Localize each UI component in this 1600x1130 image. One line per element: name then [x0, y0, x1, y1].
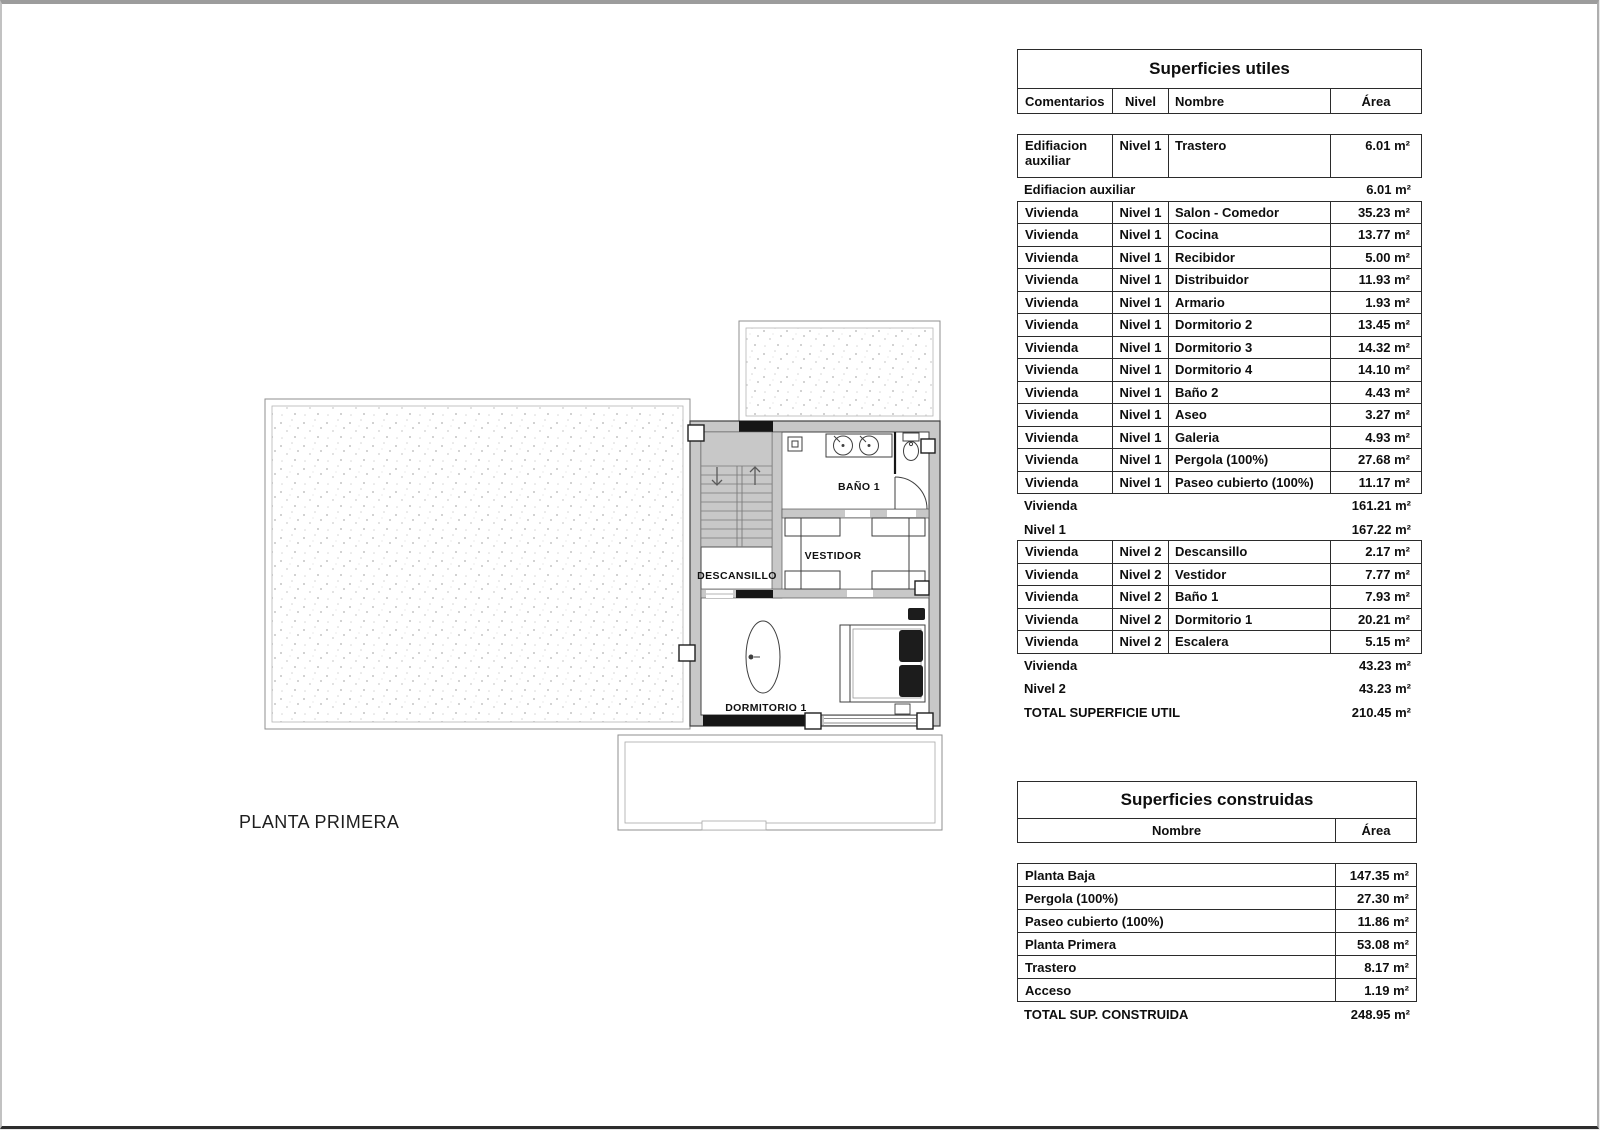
cell-nivel: Nivel 1	[1113, 337, 1169, 359]
table-header-row	[1017, 818, 1417, 843]
sink-icon	[826, 434, 892, 457]
cell-comentarios: Vivienda	[1018, 427, 1113, 449]
cell-nombre: Baño 1	[1169, 586, 1331, 608]
table-row	[1017, 223, 1422, 247]
stairs	[701, 432, 772, 547]
cell-nombre: Pergola (100%)	[1018, 887, 1336, 909]
table-body	[1017, 134, 1422, 724]
cell-comentarios: Vivienda	[1018, 631, 1113, 653]
table-row	[1017, 909, 1417, 933]
cell-area: 14.32 m²	[1357, 339, 1410, 355]
cell-group-label: Edifiacion auxiliar	[1024, 182, 1136, 198]
cell-comentarios: Vivienda	[1018, 404, 1113, 426]
column-header: Área	[1361, 93, 1391, 109]
cell-area: 6.01 m²	[1365, 138, 1410, 153]
cell-nivel: Nivel 1	[1113, 359, 1169, 381]
cell-area: 35.23 m²	[1357, 204, 1410, 220]
table-row	[1017, 701, 1422, 725]
cell-area: 43.23 m²	[1358, 681, 1411, 697]
cell-nombre: Descansillo	[1169, 541, 1331, 563]
cell-comentarios: Vivienda	[1018, 314, 1113, 336]
cell-nombre: Dormitorio 1	[1169, 609, 1331, 631]
cell-comentarios: Vivienda	[1018, 292, 1113, 314]
cell-comentarios: Vivienda	[1018, 564, 1113, 586]
table-row	[1017, 291, 1422, 315]
cell-area: 1.93 m²	[1365, 294, 1410, 310]
cell-nombre: Distribuidor	[1169, 269, 1331, 291]
cell-area: 4.43 m²	[1365, 384, 1410, 400]
table-row	[1017, 932, 1417, 956]
cell-nivel: Nivel 1	[1113, 135, 1169, 177]
cell-nombre: Aseo	[1169, 404, 1331, 426]
cell-area: 4.93 m²	[1365, 429, 1410, 445]
cell-comentarios: Vivienda	[1018, 472, 1113, 494]
porch-outline	[618, 735, 942, 830]
cell-comentarios: Vivienda	[1018, 586, 1113, 608]
cell-comentarios: Vivienda	[1018, 247, 1113, 269]
cell-nivel: Nivel 2	[1113, 586, 1169, 608]
cell-area: 3.27 m²	[1365, 407, 1410, 423]
cell-nombre: Trastero	[1018, 956, 1336, 978]
cell-area: 167.22 m²	[1351, 521, 1411, 537]
bathtub-icon	[746, 621, 780, 693]
shower-drain-icon	[788, 437, 802, 451]
toilet-icon	[903, 433, 919, 461]
cell-comentarios: Vivienda	[1018, 541, 1113, 563]
table-row	[1017, 955, 1417, 979]
cell-nombre: Dormitorio 3	[1169, 337, 1331, 359]
plan-title: PLANTA PRIMERA	[239, 812, 400, 832]
cell-comentarios: Vivienda	[1018, 359, 1113, 381]
table-row	[1017, 863, 1417, 887]
cell-area: 147.35 m²	[1349, 867, 1409, 883]
cell-nivel: Nivel 1	[1113, 269, 1169, 291]
cell-nivel: Nivel 2	[1113, 541, 1169, 563]
cell-area: 2.17 m²	[1365, 544, 1410, 560]
column-header: Comentarios	[1018, 89, 1113, 113]
table-row	[1017, 630, 1422, 654]
table-body	[1017, 863, 1417, 1026]
table-row	[1017, 268, 1422, 292]
table-row	[1017, 978, 1417, 1002]
cell-nombre: Cocina	[1169, 224, 1331, 246]
table-row	[1017, 886, 1417, 910]
table-row	[1017, 448, 1422, 472]
table-row	[1017, 201, 1422, 225]
cell-comentarios: Vivienda	[1018, 609, 1113, 631]
cell-nombre: Planta Baja	[1018, 864, 1336, 886]
cell-area: 7.93 m²	[1365, 589, 1410, 605]
cell-area: 13.77 m²	[1357, 227, 1410, 243]
cell-group-label: Nivel 1	[1024, 521, 1066, 537]
column-header: Área	[1361, 823, 1391, 838]
table-row	[1017, 403, 1422, 427]
cell-area: 13.45 m²	[1357, 317, 1410, 333]
room-label-bedroom: DORMITORIO 1	[725, 702, 807, 714]
cell-nombre: Galeria	[1169, 427, 1331, 449]
column-header: Nivel	[1113, 89, 1169, 113]
cell-comentarios: Edifiacion auxiliar	[1018, 135, 1113, 177]
cell-nivel: Nivel 1	[1113, 292, 1169, 314]
cell-group-label: TOTAL SUPERFICIE UTIL	[1024, 704, 1181, 720]
cell-nombre: Paseo cubierto (100%)	[1169, 472, 1331, 494]
room-label-landing: DESCANSILLO	[697, 570, 777, 582]
terrace-left	[265, 399, 690, 729]
cell-nivel: Nivel 2	[1113, 609, 1169, 631]
table-row	[1017, 677, 1422, 701]
cell-nombre: Recibidor	[1169, 247, 1331, 269]
cell-comentarios: Vivienda	[1018, 337, 1113, 359]
table-row	[1017, 494, 1422, 518]
column-header: Nombre	[1169, 89, 1331, 113]
cell-group-label: Nivel 2	[1024, 681, 1066, 697]
table-row	[1017, 608, 1422, 632]
table-row	[1017, 1002, 1417, 1026]
room-label-dressing: VESTIDOR	[804, 550, 862, 562]
cell-nivel: Nivel 1	[1113, 202, 1169, 224]
cell-nivel: Nivel 1	[1113, 314, 1169, 336]
table-row	[1017, 358, 1422, 382]
table-row	[1017, 313, 1422, 337]
cell-nivel: Nivel 2	[1113, 631, 1169, 653]
cell-area: 20.21 m²	[1357, 611, 1410, 627]
useful-areas-table	[1017, 49, 1422, 724]
cell-nombre: TOTAL SUP. CONSTRUIDA	[1024, 1006, 1189, 1022]
table-row	[1017, 654, 1422, 678]
cell-area: 11.93 m²	[1358, 272, 1410, 288]
cell-area: 43.23 m²	[1358, 657, 1411, 673]
cell-group-label: Vivienda	[1024, 498, 1078, 514]
cell-nombre: Salon - Comedor	[1169, 202, 1331, 224]
table-row	[1017, 563, 1422, 587]
cell-nombre: Escalera	[1169, 631, 1331, 653]
table-title: Superficies utiles	[1017, 49, 1422, 89]
cell-area: 5.00 m²	[1365, 249, 1410, 265]
cell-nombre: Dormitorio 2	[1169, 314, 1331, 336]
cell-nivel: Nivel 1	[1113, 427, 1169, 449]
cell-comentarios: Vivienda	[1018, 382, 1113, 404]
cell-area: 248.95 m²	[1350, 1006, 1410, 1022]
cell-area: 5.15 m²	[1365, 634, 1410, 650]
cell-area: 14.10 m²	[1357, 362, 1410, 378]
cell-nivel: Nivel 1	[1113, 449, 1169, 471]
table-row	[1017, 585, 1422, 609]
cell-nombre: Baño 2	[1169, 382, 1331, 404]
cell-nivel: Nivel 1	[1113, 224, 1169, 246]
cell-nombre: Vestidor	[1169, 564, 1331, 586]
table-row	[1017, 178, 1422, 202]
cell-nombre: Dormitorio 4	[1169, 359, 1331, 381]
table-row	[1017, 518, 1422, 542]
table-row	[1017, 336, 1422, 360]
cell-group-label: Vivienda	[1024, 657, 1078, 673]
cell-area: 27.68 m²	[1357, 452, 1410, 468]
cell-area: 53.08 m²	[1356, 936, 1409, 952]
cell-comentarios: Vivienda	[1018, 224, 1113, 246]
table-row	[1017, 426, 1422, 450]
table-row	[1017, 246, 1422, 270]
table-row	[1017, 540, 1422, 564]
cell-nivel: Nivel 1	[1113, 382, 1169, 404]
terrace-upper	[739, 321, 940, 421]
table-row	[1017, 134, 1422, 178]
table-title: Superficies construidas	[1017, 781, 1417, 819]
cell-nivel: Nivel 1	[1113, 247, 1169, 269]
cell-area: 7.77 m²	[1365, 566, 1410, 582]
cell-area: 11.17 m²	[1358, 474, 1410, 490]
column-header: Nombre	[1018, 819, 1336, 842]
table-header-row	[1017, 88, 1422, 114]
built-areas-table	[1017, 781, 1417, 1026]
cell-area: 210.45 m²	[1351, 704, 1411, 720]
cell-nombre: Armario	[1169, 292, 1331, 314]
cell-nombre: Acceso	[1018, 979, 1336, 1001]
cell-nombre: Pergola (100%)	[1169, 449, 1331, 471]
cell-nivel: Nivel 2	[1113, 564, 1169, 586]
cell-area: 161.21 m²	[1351, 498, 1411, 514]
cell-nombre: Planta Primera	[1018, 933, 1336, 955]
cell-area: 11.86 m²	[1357, 913, 1409, 929]
cell-nombre: Trastero	[1169, 135, 1331, 177]
cell-area: 6.01 m²	[1366, 182, 1411, 198]
cell-area: 1.19 m²	[1364, 982, 1409, 998]
cell-comentarios: Vivienda	[1018, 202, 1113, 224]
table-row	[1017, 381, 1422, 405]
cell-comentarios: Vivienda	[1018, 449, 1113, 471]
cell-area: 27.30 m²	[1356, 890, 1409, 906]
cell-comentarios: Vivienda	[1018, 269, 1113, 291]
cell-area: 8.17 m²	[1364, 959, 1409, 975]
cell-nivel: Nivel 1	[1113, 472, 1169, 494]
table-row	[1017, 471, 1422, 495]
cell-nivel: Nivel 1	[1113, 404, 1169, 426]
room-label-bath: BAÑO 1	[837, 481, 881, 493]
cell-nombre: Paseo cubierto (100%)	[1018, 910, 1336, 932]
